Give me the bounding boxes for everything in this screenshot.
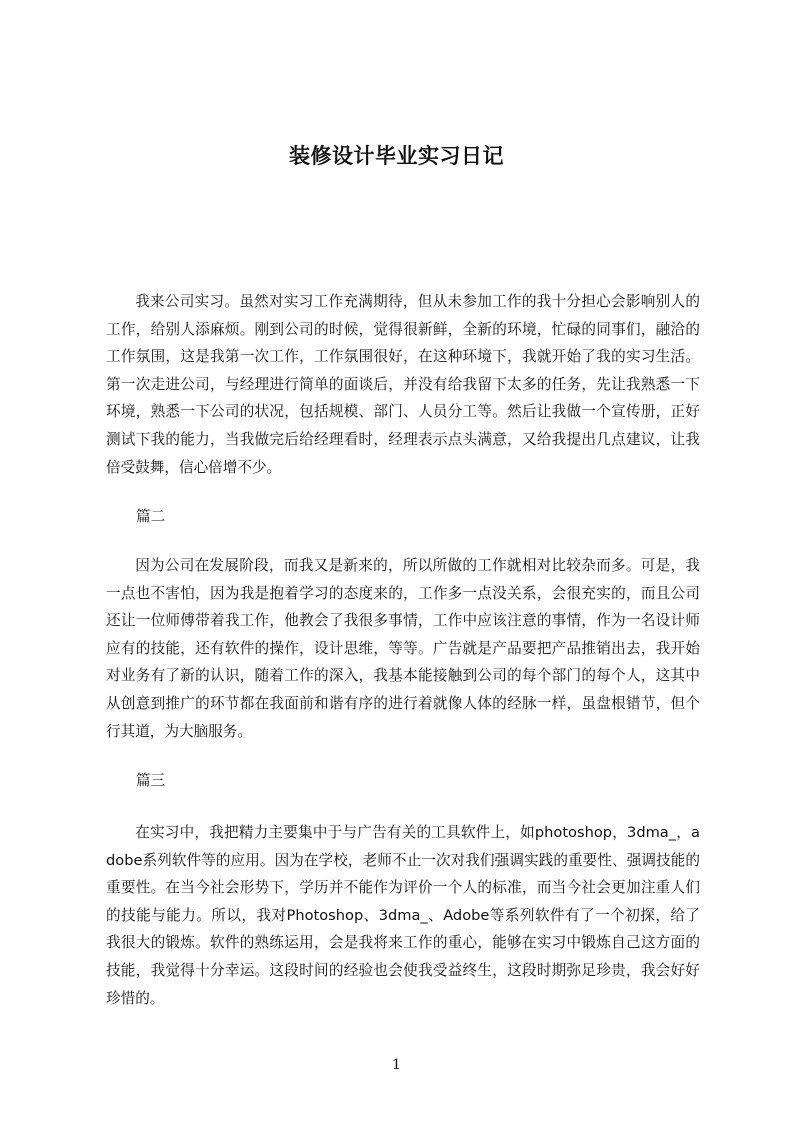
paragraph-intro: 我来公司实习。虽然对实习工作充满期待，但从未参加工作的我十分担心会影响别人的工作，给别人添麻烦。刚到公司的时候，觉得很新鲜，全新的环境，忙碌的同事们，融洽的工作氛围，这是我第一次工作，工作氛围很好，在这种环境下，我就开始了我的实习生活。第一次走进公司，与经理进行简单的面谈后，并没有给我留下太多的任务，先让我熟悉一下环境，熟悉一下公司的状况，包括规模、部门、人员分工等。然后让我做一个宣传册，正好测试下我的能力，当我做完后给经理看时，经理表示点头满意，又给我提出几点建议，让我倍受鼓舞，信心倍增不少。 xyxy=(106,293,700,476)
section-heading-2: 篇二 xyxy=(136,508,166,525)
paragraph-section-3: 在实习中，我把精力主要集中于与广告有关的工具软件上，如photoshop，3dma_，adobe系列软件等的应用。因为在学校，老师不止一次对我们强调实践的重要性、强调技能的重要性。在当今社会形势下，学历并不能作为评价一个人的标准，而当今社会更加注重人们的技能与能力。所以，我对Photoshop、3dma_、Adobe等系列软件有了一个初探，给了我很大的锻炼。软件的熟练运用，会是我将来工作的重心，能够在实习中锻炼自己这方面的技能，我觉得十分幸运。这段时间的经验也会使我受益终生，这段时期弥足珍贵，我会好好珍惜的。 xyxy=(106,824,700,1007)
section-heading-3: 篇三 xyxy=(136,772,166,789)
document-title: 装修设计毕业实习日记 xyxy=(289,144,504,168)
page-number: 1 xyxy=(392,1057,401,1073)
paragraph-section-2: 因为公司在发展阶段，而我又是新来的，所以所做的工作就相对比较杂而多。可是，我一点也不害怕，因为我是抱着学习的态度来的，工作多一点没关系，会很充实的，而且公司还让一位师傅带着我工作，他教会了我很多事情，工作中应该注意的事情，作为一名设计师应有的技能，还有软件的操作，设计思维，等等。广告就是产品要把产品推销出去，我开始对业务有了新的认识，随着工作的深入，我基本能接触到公司的每个部门的每个人，这其中从创意到推广的环节都在我面前和谐有序的进行着就像人体的经脉一样，虽盘根错节，但个行其道，为大脑服务。 xyxy=(106,557,700,740)
